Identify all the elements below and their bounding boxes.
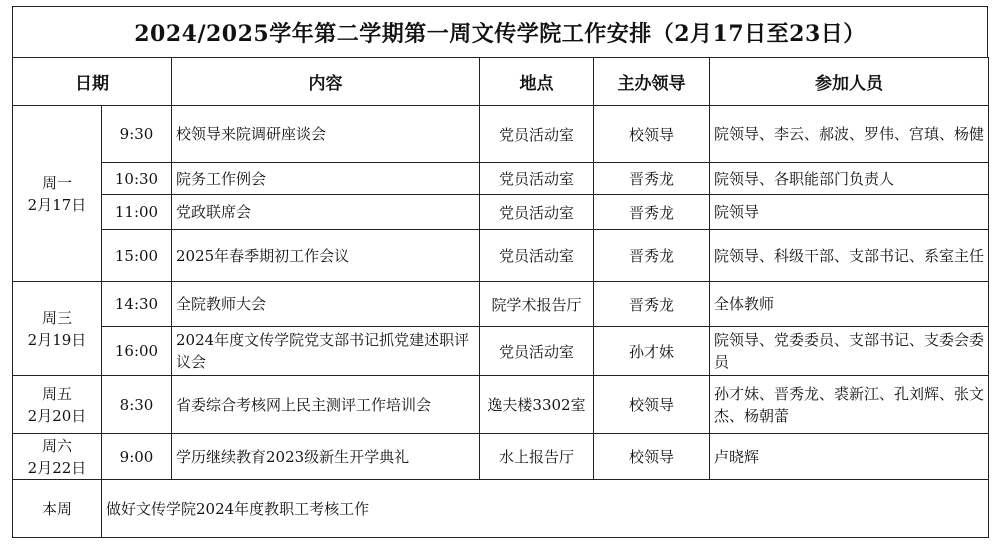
day-cell-wednesday bbox=[13, 282, 102, 376]
day-cell-monday bbox=[13, 106, 102, 282]
weekday-label: 周三 bbox=[41, 308, 72, 327]
table-row bbox=[13, 163, 989, 195]
location-cell: 院学术报告厅 bbox=[480, 282, 594, 327]
header-location: 地点 bbox=[480, 58, 594, 106]
table-row bbox=[13, 434, 989, 480]
header-date: 日期 bbox=[13, 58, 172, 106]
time-cell: 9:00 bbox=[102, 434, 172, 480]
page-title: 2024/2025学年第二学期第一周文传学院工作安排（2月17日至23日） bbox=[12, 6, 988, 58]
host-cell: 孙才妹 bbox=[594, 327, 710, 376]
participants-cell: 院领导 bbox=[710, 195, 989, 230]
date-label: 2月19日 bbox=[27, 330, 87, 349]
date-label: 2月22日 bbox=[27, 458, 87, 477]
date-label: 2月17日 bbox=[27, 195, 87, 214]
weekday-label: 周一 bbox=[41, 173, 72, 192]
participants-cell: 院领导、科级干部、支部书记、系室主任 bbox=[710, 230, 989, 282]
schedule-table bbox=[12, 57, 989, 538]
host-cell: 校领导 bbox=[594, 106, 710, 163]
day-cell-friday bbox=[13, 376, 102, 434]
host-cell: 校领导 bbox=[594, 434, 710, 480]
time-cell: 14:30 bbox=[102, 282, 172, 327]
header-row bbox=[13, 58, 989, 106]
week-note-text: 做好文传学院2024年度教职工考核工作 bbox=[102, 480, 989, 538]
location-cell: 党员活动室 bbox=[480, 163, 594, 195]
time-cell: 15:00 bbox=[102, 230, 172, 282]
content-cell: 学历继续教育2023级新生开学典礼 bbox=[172, 434, 480, 480]
time-cell: 11:00 bbox=[102, 195, 172, 230]
week-note-row bbox=[13, 480, 989, 538]
host-cell: 晋秀龙 bbox=[594, 163, 710, 195]
content-cell: 党政联席会 bbox=[172, 195, 480, 230]
header-host: 主办领导 bbox=[594, 58, 710, 106]
location-cell: 逸夫楼3302室 bbox=[480, 376, 594, 434]
table-row bbox=[13, 106, 989, 163]
time-cell: 8:30 bbox=[102, 376, 172, 434]
weekday-label: 周五 bbox=[41, 384, 72, 403]
date-label: 2月20日 bbox=[27, 406, 87, 425]
day-cell-saturday bbox=[13, 434, 102, 480]
host-cell: 校领导 bbox=[594, 376, 710, 434]
location-cell: 党员活动室 bbox=[480, 195, 594, 230]
table-row bbox=[13, 327, 989, 376]
content-cell: 全院教师大会 bbox=[172, 282, 480, 327]
host-cell: 晋秀龙 bbox=[594, 230, 710, 282]
table-row bbox=[13, 282, 989, 327]
week-note-label: 本周 bbox=[13, 480, 102, 538]
host-cell: 晋秀龙 bbox=[594, 195, 710, 230]
location-cell: 党员活动室 bbox=[480, 106, 594, 163]
content-cell: 院务工作例会 bbox=[172, 163, 480, 195]
header-content: 内容 bbox=[172, 58, 480, 106]
participants-cell: 孙才妹、晋秀龙、裘新江、孔刘辉、张文杰、杨朝蕾 bbox=[710, 376, 989, 434]
weekday-label: 周六 bbox=[41, 436, 72, 455]
time-cell: 10:30 bbox=[102, 163, 172, 195]
host-cell: 晋秀龙 bbox=[594, 282, 710, 327]
participants-cell: 院领导、党委委员、支部书记、支委会委员 bbox=[710, 327, 989, 376]
content-cell: 2024年度文传学院党支部书记抓党建述职评议会 bbox=[172, 327, 480, 376]
location-cell: 党员活动室 bbox=[480, 230, 594, 282]
header-participants: 参加人员 bbox=[710, 58, 989, 106]
content-cell: 校领导来院调研座谈会 bbox=[172, 106, 480, 163]
participants-cell: 全体教师 bbox=[710, 282, 989, 327]
participants-cell: 院领导、李云、郝波、罗伟、宫瑱、杨健 bbox=[710, 106, 989, 163]
table-row bbox=[13, 376, 989, 434]
table-row bbox=[13, 230, 989, 282]
location-cell: 党员活动室 bbox=[480, 327, 594, 376]
participants-cell: 卢晓辉 bbox=[710, 434, 989, 480]
time-cell: 16:00 bbox=[102, 327, 172, 376]
table-row bbox=[13, 195, 989, 230]
time-cell: 9:30 bbox=[102, 106, 172, 163]
content-cell: 省委综合考核网上民主测评工作培训会 bbox=[172, 376, 480, 434]
participants-cell: 院领导、各职能部门负责人 bbox=[710, 163, 989, 195]
content-cell: 2025年春季期初工作会议 bbox=[172, 230, 480, 282]
location-cell: 水上报告厅 bbox=[480, 434, 594, 480]
